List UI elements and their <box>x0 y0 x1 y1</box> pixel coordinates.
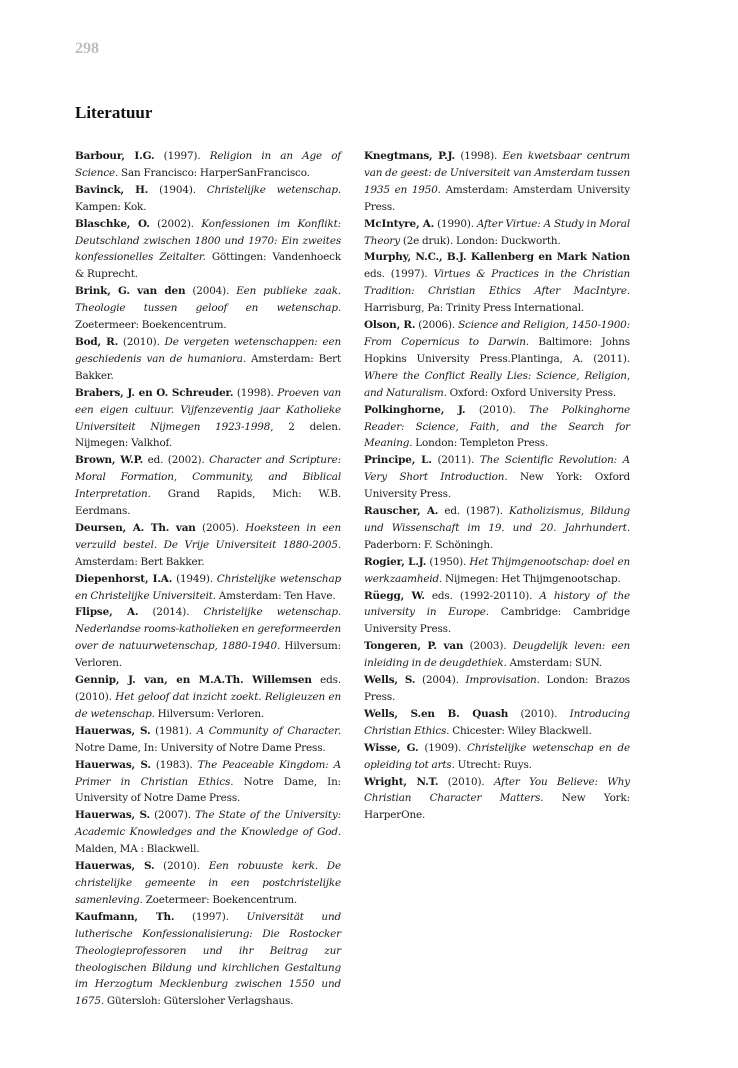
reference-entry: Olson, R. (2006). Science and Religion, 1450-1900: From Copernicus to Darwin. Baltimore: Johns Hopkins University Press.Plantinga, A. (2011). Where the Conflict Really Lies: Science, Religion, and Naturalism. Oxford: Oxford University Press. <box>364 319 630 399</box>
section-title: Literatuur <box>75 103 153 122</box>
reference-entry: Wells, S. (2004). Improvisation. London: Brazos Press. <box>364 674 630 703</box>
reference-entry: Knegtmans, P.J. (1998). Een kwetsbaar centrum van de geest: de Universiteit van Amsterdam tussen 1935 en 1950. Amsterdam: Amsterdam University Press. <box>364 150 630 213</box>
reference-entry: Blaschke, O. (2002). Konfessionen im Konflikt: Deutschland zwischen 1800 und 1970: Ein zweites konfessionelles Zeitalter. Göttingen: Vandenhoeck & Ruprecht. <box>75 217 342 281</box>
reference-entry: Polkinghorne, J. (2010). The Polkinghorne Reader: Science, Faith, and the Search for Meaning. London: Templeton Press. <box>364 403 630 450</box>
reference-entry: Brink, G. van den (2004). Een publieke zaak. Theologie tussen geloof en wetenschap. Zoetermeer: Boekencentrum. <box>75 285 342 332</box>
references-column-left <box>75 148 341 1010</box>
reference-entry: Murphy, N.C., B.J. Kallenberg en Mark Nation eds. (1997). Virtues & Practices in the Christian Tradition: Christian Ethics After MacIntyre. Harrisburg, Pa: Trinity Press International. <box>364 251 630 315</box>
reference-entry: Hauerwas, S. (2007). The State of the University: Academic Knowledges and the Knowledge of God. Malden, MA : Blackwell. <box>75 809 341 856</box>
page-number: 298 <box>75 40 99 57</box>
reference-entry: Bod, R. (2010). De vergeten wetenschappen: een geschiedenis van de humaniora. Amsterdam: Bert Bakker. <box>75 335 341 382</box>
reference-entry: Brown, W.P. ed. (2002). Character and Scripture: Moral Formation, Community, and Biblical Interpretation. Grand Rapids, Mich: W.B. Eerdmans. <box>75 454 341 518</box>
reference-entry: Flipse, A. (2014). Christelijke wetenschap. Nederlandse rooms-katholieken en gereformeerden over de natuurwetenschap, 1880-1940. Hilversum: Verloren. <box>75 606 341 670</box>
reference-entry: Kaufmann, Th. (1997). Universität und lutherische Konfessionalisierung: Die Rostocker Theologieprofessoren und ihr Beitrag zur theologischen Bildung und kirchlichen Gestaltung im Herzogtum Mecklenburg zwischen 1550 und 1675. Gütersloh: Gütersloher Verlagshaus. <box>75 910 342 1008</box>
reference-entry: Hauerwas, S. (1981). A Community of Character. Notre Dame, In: University of Notre Dame Press. <box>75 724 341 754</box>
reference-entry: Hauerwas, S. (2010). Een robuuste kerk. De christelijke gemeente in een postchristelijke samenleving. Zoetermeer: Boekencentrum. <box>75 860 341 906</box>
reference-entry: Wells, S.en B. Quash (2010). Introducing Christian Ethics. Chicester: Wiley Blackwell. <box>364 707 630 737</box>
reference-entry: Barbour, I.G. (1997). Religion in an Age of Science. San Francisco: HarperSanFrancisco. <box>75 150 341 179</box>
reference-entry: McIntyre, A. (1990). After Virtue: A Study in Moral Theory (2e druk). London: Duckworth. <box>364 217 630 247</box>
reference-entry: Principe, L. (2011). The Scientific Revolution: A Very Short Introduction. New York: Oxford University Press. <box>364 454 630 501</box>
reference-entry: Wright, N.T. (2010). After You Believe: Why Christian Character Matters. New York: HarperOne. <box>364 775 630 822</box>
reference-entry: Wisse, G. (1909). Christelijke wetenschap en de opleiding tot arts. Utrecht: Ruys. <box>364 741 630 771</box>
reference-entry: Deursen, A. Th. van (2005). Hoeksteen in een verzuild bestel. De Vrije Universiteit 1880-2005. Amsterdam: Bert Bakker. <box>75 521 342 568</box>
reference-entry: Gennip, J. van, en M.A.Th. Willemsen eds. (2010). Het geloof dat inzicht zoekt. Religieuzen en de wetenschap. Hilversum: Verloren. <box>75 674 341 720</box>
reference-entry: Diepenhorst, I.A. (1949). Christelijke wetenschap en Christelijke Universiteit. Amsterdam: Ten Have. <box>75 572 341 602</box>
reference-entry: Hauerwas, S. (1983). The Peaceable Kingdom: A Primer in Christian Ethics. Notre Dame, In: University of Notre Dame Press. <box>75 758 341 805</box>
reference-entry: Tongeren, P. van (2003). Deugdelijk leven: een inleiding in de deugdethiek. Amsterdam: SUN. <box>364 640 630 670</box>
reference-entry: Bavinck, H. (1904). Christelijke wetenschap. Kampen: Kok. <box>75 183 341 213</box>
reference-entry: Rauscher, A. ed. (1987). Katholizismus, Bildung und Wissenschaft im 19. und 20. Jahrhundert. Paderborn: F. Schöningh. <box>364 505 630 551</box>
references-column-right <box>364 148 630 824</box>
reference-entry: Rüegg, W. eds. (1992-20110). A history of the university in Europe. Cambridge: Cambridge University Press. <box>364 589 631 636</box>
reference-entry: Brabers, J. en O. Schreuder. (1998). Proeven van een eigen cultuur. Vijfenzeventig jaar Katholieke Universiteit Nijmegen 1923-1998, 2 delen. Nijmegen: Valkhof. <box>75 386 342 450</box>
reference-entry: Rogier, L.J. (1950). Het Thijmgenootschap: doel en werkzaamheid. Nijmegen: Het Thijmgenootschap. <box>364 555 630 585</box>
